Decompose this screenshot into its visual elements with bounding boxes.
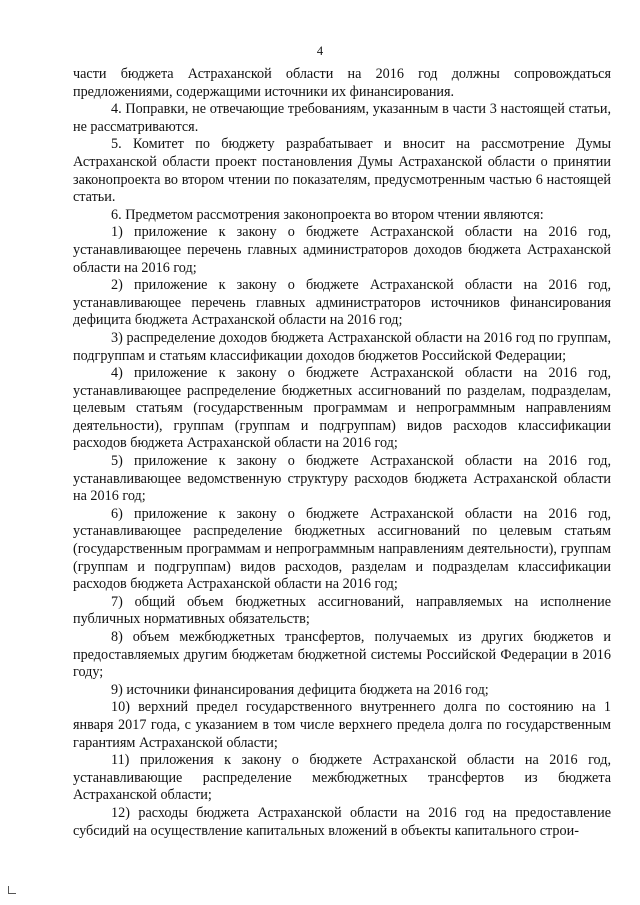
list-item-3: 3) распределение доходов бюджета Астраханской области на 2016 год по группам, подгруппам и статьям классификации доходов бюджетов Российской Федерации; [73,329,611,364]
paragraph-continuation: части бюджета Астраханской области на 2016 год должны сопровождаться предложениями, содержащими источники их финансирования. [73,66,611,100]
page-number: 4 [316,44,324,58]
list-item-4: 4) приложение к закону о бюджете Астраханской области на 2016 год, устанавливающее распределение бюджетных ассигнований по разделам, подразделам, целевым статьям (государственным программам и непрограммным направлениям деятельности), группам (группам и подгруппам) видов расходов классификации расходов бюджета Астраханской области на 2016 год; [73,365,611,452]
paragraph-item-5: 5. Комитет по бюджету разрабатывает и вносит на рассмотрение Думы Астраханской области проект постановления Думы Астраханской области о принятии законопроекта во втором чтении по показателям, предусмотренным частью 6 настоящей статьи. [73,136,611,206]
list-item-1: 1) приложение к закону о бюджете Астраханской области на 2016 год, устанавливающее перечень главных администраторов доходов бюджета Астраханской области на 2016 год; [73,224,611,276]
list-item-2: 2) приложение к закону о бюджете Астраханской области на 2016 год, устанавливающее перечень главных администраторов источников финансирования дефицита бюджета Астраханской области на 2016 год; [73,277,611,329]
scan-corner-mark [8,886,16,894]
list-item-5: 5) приложение к закону о бюджете Астраханской области на 2016 год, устанавливающее ведомственную структуру расходов бюджета Астраханской области на 2016 год; [73,453,611,505]
document-body [73,66,611,840]
list-item-12: 12) расходы бюджета Астраханской области на 2016 год на предоставление субсидий на осуществление капитальных вложений в объекты капитального строи- [73,804,611,839]
paragraph-item-6: 6. Предметом рассмотрения законопроекта во втором чтении являются: [111,206,544,223]
list-item-11: 11) приложения к закону о бюджете Астраханской области на 2016 год, устанавливающие распределение межбюджетных трансфертов из бюджета Астраханской области; [73,752,611,804]
list-item-10: 10) верхний предел государственного внутреннего долга по состоянию на 1 января 2017 года, с указанием в том числе верхнего предела долга по государственным гарантиям Астраханской области; [73,699,611,751]
paragraph-item-4: 4. Поправки, не отвечающие требованиям, указанным в части 3 настоящей статьи, не рассматриваются. [73,101,611,135]
list-item-8: 8) объем межбюджетных трансфертов, получаемых из других бюджетов и предоставляемых другим бюджетам бюджетной системы Российской Федерации в 2016 году; [73,629,611,681]
list-item-9: 9) источники финансирования дефицита бюджета на 2016 год; [111,681,489,698]
list-item-7: 7) общий объем бюджетных ассигнований, направляемых на исполнение публичных нормативных обязательств; [73,593,611,628]
list-item-6: 6) приложение к закону о бюджете Астраханской области на 2016 год, устанавливающее распределение бюджетных ассигнований по целевым статьям (государственным программам и непрограммным направлениям деятельности), группам (группам и подгруппам) видов расходов, разделам и подразделам классификации расходов бюджета Астраханской области на 2016 год; [73,505,611,593]
